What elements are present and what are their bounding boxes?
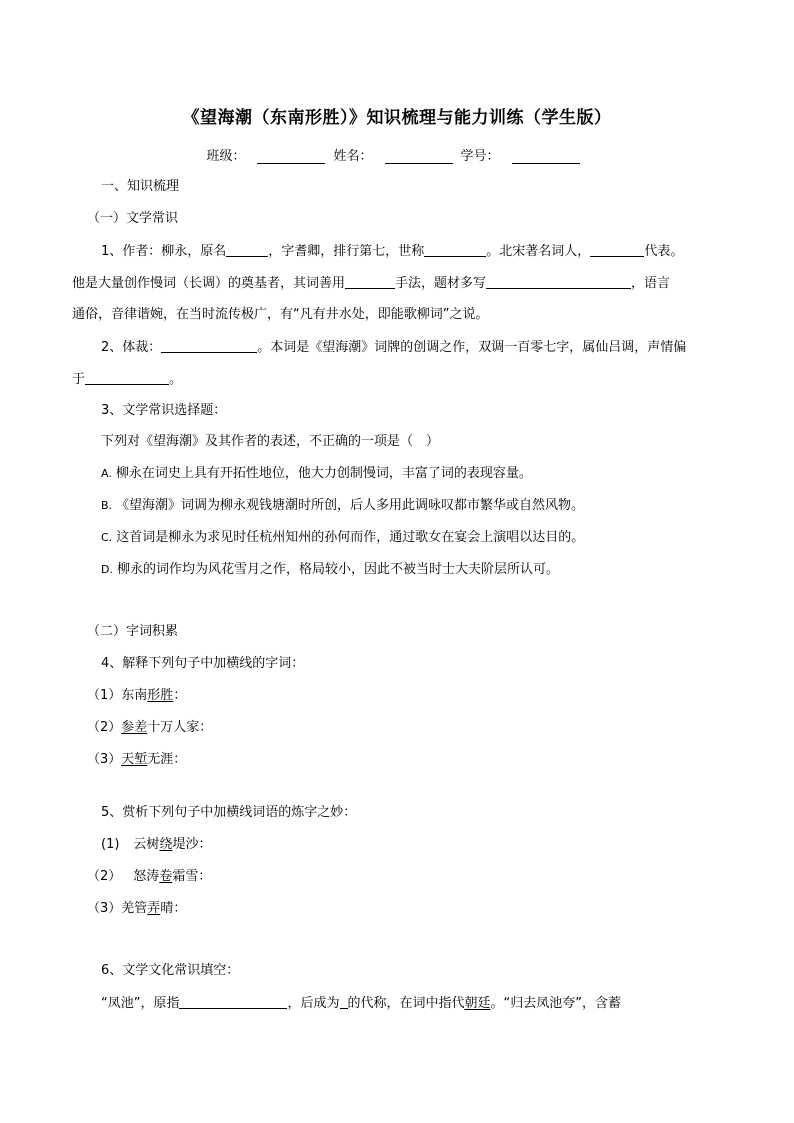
item-number: （1） [87,688,122,703]
q1-blank-original-name[interactable] [226,242,268,257]
q1-line-3: 通俗，音律谐婉，在当时流传极广，有“凡有井水处，即能歌柳词”之说。 [72,307,489,322]
item-text: 晴： [160,901,187,916]
q2-text: 2、体裁： [101,340,162,355]
class-blank[interactable] [257,149,325,164]
item-text: 十万人家： [147,720,213,735]
q3-option-b[interactable] [101,497,584,515]
q3-title: 3、文学常识选择题： [101,403,227,418]
q1-text: 手法，题材多写 [395,276,487,291]
class-label: 班级： [206,149,246,164]
option-letter: A. [101,467,112,480]
q1-blank-technique[interactable] [345,274,395,289]
option-text: 这首词是柳永为求见时任杭州知州的孙何而作，通过歌女在宴会上演唱以达目的。 [116,530,585,545]
item-text: ： [173,688,187,703]
underlined-word: 卷 [159,869,173,884]
item-number: （3） [87,901,122,916]
q6-blank-original[interactable] [179,994,287,1009]
q6-text: 的代称，在词中指代 [347,996,465,1011]
id-label: 学号： [460,149,500,164]
q6-title: 6、文学文化常识填空： [101,963,240,978]
subsection-heading-vocabulary: （二）字词积累 [87,624,179,639]
q4-item-3 [87,751,186,769]
q3-option-d[interactable] [101,561,559,579]
q6-text: ，后成为 [287,996,340,1011]
option-letter: C. [101,531,113,544]
q5-title: 5、赏析下列句子中加横线词语的炼字之妙： [101,805,357,820]
q3-option-c[interactable] [101,529,584,547]
underlined-word: 形胜 [147,688,174,703]
q1-line-1 [101,242,683,261]
underlined-word: 参差 [121,720,148,735]
section-heading-1: 一、知识梳理 [101,179,180,194]
name-blank[interactable] [385,149,453,164]
subsection-heading-literature: （一）文学常识 [87,211,179,226]
q2-text: 。 [169,372,183,387]
q2-line-2 [72,370,182,389]
q5-item-2 [87,868,211,886]
q2-line-1 [101,338,686,357]
q1-text: 1、作者：柳永，原名 [101,244,227,259]
underlined-word: 天堑 [121,752,148,767]
q5-item-1 [101,836,211,854]
option-letter: B. [101,499,113,512]
q2-text: 。本词是《望海潮》词牌的创调之作，双调一百零七字，属仙吕调，声情偏 [257,340,687,355]
item-text: 怒涛 [133,869,160,884]
option-text: 柳永的词作均为风花雪月之作，格局较小，因此不被当时士大夫阶层所认可。 [116,562,559,577]
q6-blank-symbol[interactable] [340,994,348,1009]
q1-blank-school[interactable] [590,242,644,257]
underlined-word: 弄 [147,901,161,916]
option-text: 《望海潮》词调为柳永观钱塘潮时所创，后人多用此调咏叹都市繁华或自然风物。 [116,498,585,513]
q3-stem: 下列对《望海潮》及其作者的表述，不正确的一项是（ ） [101,434,440,449]
item-number: （2） [87,869,122,884]
item-text: 云树 [133,837,160,852]
q1-text: 代表。 [644,244,684,259]
q4-item-1 [87,687,186,705]
q1-blank-title[interactable] [424,242,486,257]
q5-item-3 [87,900,186,918]
q1-line-2 [72,274,670,293]
q2-blank-genre[interactable] [161,338,257,353]
q2-blank-style[interactable] [85,370,169,385]
underlined-word: 朝廷 [464,996,491,1011]
q4-item-2 [87,719,212,737]
option-letter: D. [101,563,113,576]
q6-line-1 [101,994,621,1013]
student-info-row [0,145,794,164]
q1-text: ，语言 [631,276,671,291]
item-text: 羌管 [121,901,148,916]
q3-option-a[interactable] [101,465,532,483]
item-text: 无涯： [147,752,187,767]
q6-text: “凤池”，原指 [101,996,180,1011]
q4-title: 4、解释下列句子中加横线的字词： [101,656,305,671]
option-text: 柳永在词史上具有开拓性地位，他大力创制慢词，丰富了词的表现容量。 [115,466,532,481]
id-blank[interactable] [512,149,580,164]
q1-text: 。北宋著名词人， [486,244,591,259]
item-text: 东南 [121,688,148,703]
q6-text: 。“归去凤池夸”，含蓄 [490,996,622,1011]
page-title: 《望海潮（东南形胜）》知识梳理与能力训练（学生版） [182,108,612,128]
underlined-word: 绕 [159,837,173,852]
q1-text: ，字耆卿，排行第七，世称 [268,244,425,259]
item-number: (1) [101,837,120,852]
q2-text: 于 [72,372,86,387]
name-label: 姓名： [333,149,373,164]
q1-text: 他是大量创作慢词（长调）的奠基者，其词善用 [72,276,346,291]
item-number: （2） [87,720,122,735]
q1-blank-subject[interactable] [486,274,631,289]
item-text: 堤沙： [172,837,212,852]
item-text: 霜雪： [172,869,212,884]
item-number: （3） [87,752,122,767]
